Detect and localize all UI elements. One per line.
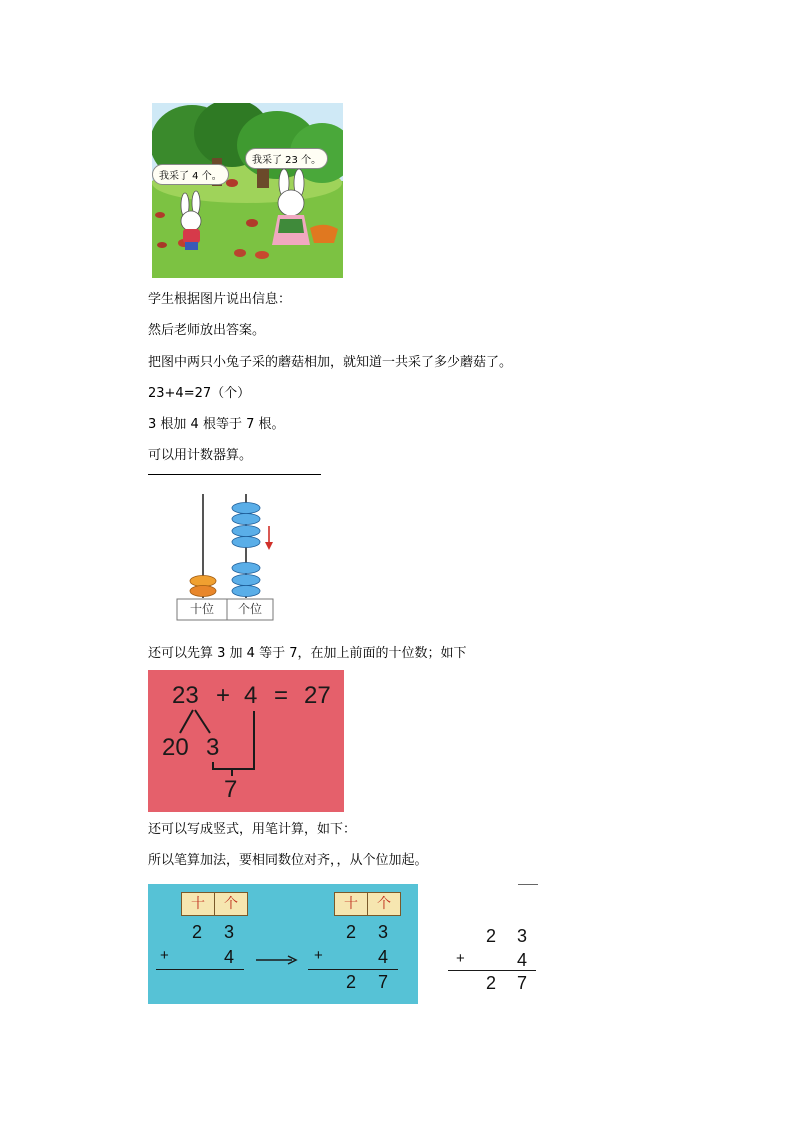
left-sum-line xyxy=(156,969,244,970)
left-b-ones: 4 xyxy=(224,947,235,967)
middle-plus-sign: + xyxy=(314,947,323,964)
left-plus-sign: + xyxy=(160,947,169,964)
decomp-addend-1: 23 xyxy=(172,682,199,709)
rabbits-scene-svg xyxy=(152,103,343,278)
decomp-equals-sign: = xyxy=(274,682,289,709)
top-right-rule xyxy=(518,884,538,885)
abacus-label-ones: 个位 xyxy=(237,602,262,616)
paragraph-1: 学生根据图片说出信息： xyxy=(148,292,292,307)
paragraph-6: 可以用计数器算。 xyxy=(148,448,253,463)
header-tens-left: 十 xyxy=(191,896,205,912)
middle-a-tens: 2 xyxy=(346,922,357,942)
decomp-ones-sum: 7 xyxy=(224,776,238,803)
counter-abacus-figure xyxy=(172,478,322,628)
decomp-tens-part: 20 xyxy=(162,734,189,761)
decomposition-board xyxy=(148,670,344,812)
right-a-ones: 3 xyxy=(517,926,528,946)
left-a-tens: 2 xyxy=(192,922,203,942)
right-sum-line xyxy=(448,970,536,971)
abacus-label-tens: 十位 xyxy=(189,602,214,616)
decomp-result: 27 xyxy=(304,682,331,709)
left-a-ones: 3 xyxy=(224,922,235,942)
right-arrow-icon xyxy=(254,954,298,966)
vertical-addition-figure xyxy=(148,884,540,1010)
middle-a-ones: 3 xyxy=(378,922,389,942)
middle-b-ones: 4 xyxy=(378,947,389,967)
middle-sum-line xyxy=(308,969,398,970)
right-r-tens: 2 xyxy=(486,973,497,993)
paragraph-5: 3 根加 4 根等于 7 根。 xyxy=(148,417,285,432)
place-header-middle xyxy=(334,892,401,916)
section-divider xyxy=(148,474,321,475)
right-plus-sign: + xyxy=(456,950,465,967)
paragraph-7: 还可以先算 3 加 4 等于 7，在加上前面的十位数；如下 xyxy=(148,646,467,661)
middle-r-ones: 7 xyxy=(378,972,389,992)
decomp-plus-sign: + xyxy=(216,682,231,709)
speech-bubble-left: 我采了 4 个。 xyxy=(152,164,229,185)
header-ones-middle: 个 xyxy=(367,893,400,915)
header-ones-left: 个 xyxy=(214,893,247,915)
paragraph-9: 所以笔算加法，要相同数位对齐，，从个位加起。 xyxy=(148,853,428,868)
paragraph-8: 还可以写成竖式，用笔计算，如下： xyxy=(148,822,357,837)
paragraph-4: 23+4=27（个） xyxy=(148,386,251,401)
place-header-left xyxy=(181,892,248,916)
header-tens-middle: 十 xyxy=(344,896,358,912)
paragraph-2: 然后老师放出答案。 xyxy=(148,323,266,338)
right-b-ones: 4 xyxy=(517,950,528,970)
paragraph-3: 把图中两只小兔子采的蘑菇相加，就知道一共采了多少蘑菇了。 xyxy=(148,355,513,370)
right-r-ones: 7 xyxy=(517,973,528,993)
speech-bubble-right: 我采了 23 个。 xyxy=(245,148,328,169)
right-a-tens: 2 xyxy=(486,926,497,946)
decomp-addend-2: 4 xyxy=(244,682,258,709)
decomp-ones-part: 3 xyxy=(206,734,220,761)
middle-r-tens: 2 xyxy=(346,972,357,992)
rabbits-mushroom-illustration xyxy=(152,103,343,278)
